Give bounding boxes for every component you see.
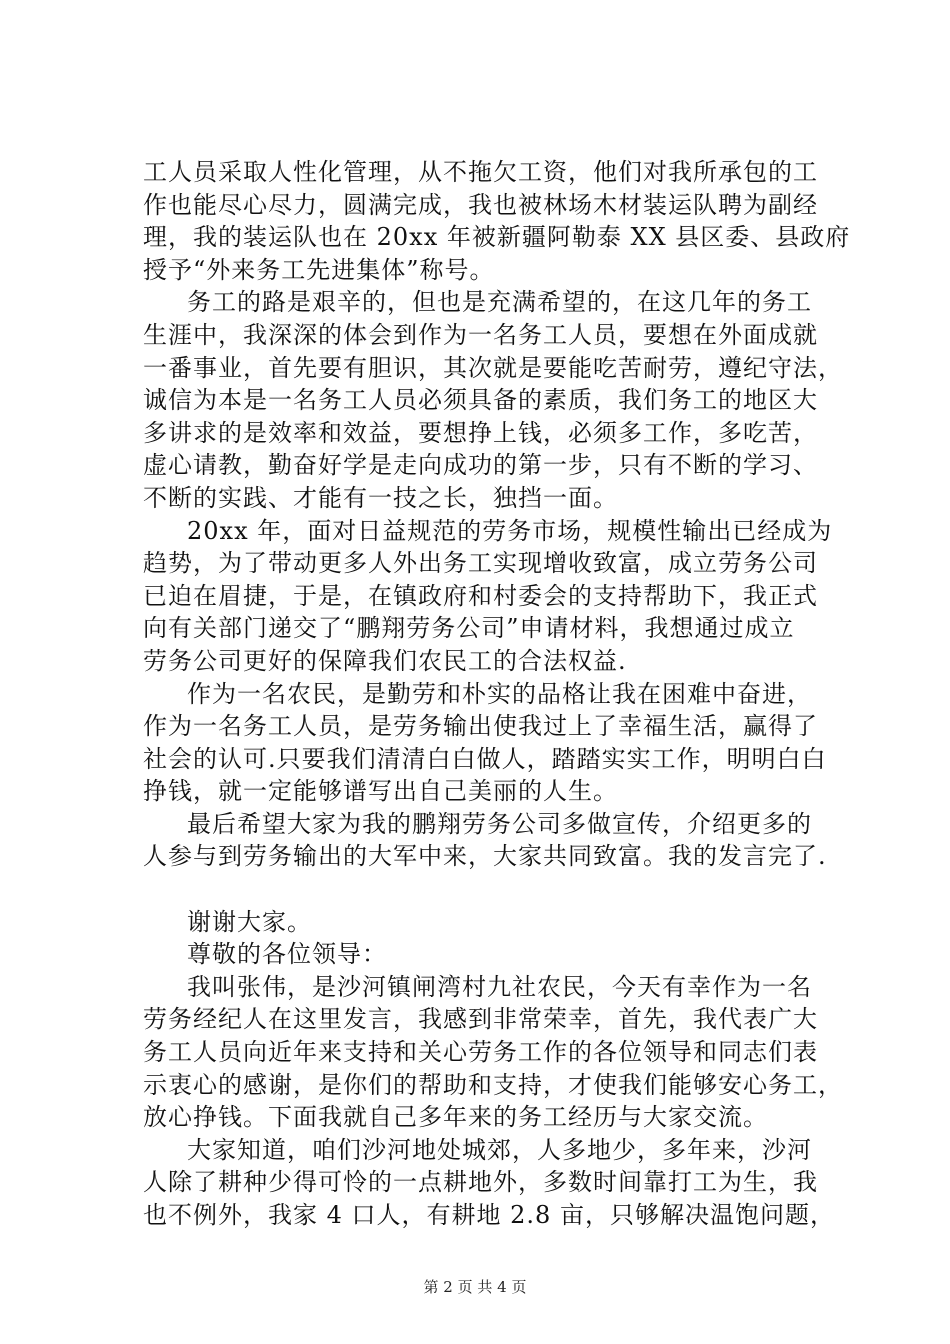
text-line: 工人员采取人性化管理，从不拖欠工资，他们对我所承包的工	[143, 158, 818, 186]
text-line: 人参与到劳务输出的大军中来，大家共同致富。我的发言完了.	[143, 842, 827, 871]
text-line: 社会的认可.只要我们清清白白做人，踏踏实实工作，明明白白	[143, 744, 827, 773]
text-line: 务工人员向近年来支持和关心劳务工作的各位领导和同志们表	[143, 1038, 818, 1067]
text-line: 诚信为本是一名务工人员必须具备的素质，我们务工的地区大	[143, 386, 818, 415]
text-line: 虚心请教，勤奋好学是走向成功的第一步，只有不断的学习、	[143, 451, 818, 480]
text-line: 生涯中，我深深的体会到作为一名务工人员，要想在外面成就	[143, 320, 818, 349]
text-line: 趋势，为了带动更多人外出务工实现增收致富，成立劳务公司	[143, 549, 818, 578]
text-line: 人除了耕种少得可怜的一点耕地外，多数时间靠打工为生，我	[143, 1168, 818, 1197]
text-line: 最后希望大家为我的鹏翔劳务公司多做宣传，介绍更多的	[187, 809, 812, 838]
text-line: 尊敬的各位领导：	[187, 940, 387, 969]
text-line: 作为一名农民，是勤劳和朴实的品格让我在困难中奋进，	[187, 679, 812, 708]
text-line: 已迫在眉捷，于是，在镇政府和村委会的支持帮助下，我正式	[143, 581, 818, 610]
text-line: 向有关部门递交了“鹏翔劳务公司”申请材料，我想通过成立	[143, 614, 795, 643]
text-line: 我叫张伟，是沙河镇闸湾村九社农民，今天有幸作为一名	[187, 972, 812, 1001]
text-line: 挣钱，就一定能够谱写出自己美丽的人生。	[143, 777, 618, 806]
text-line: 授予“外来务工先进集体”称号。	[143, 255, 495, 284]
text-line: 作为一名务工人员，是劳务输出使我过上了幸福生活，赢得了	[143, 712, 818, 741]
text-line: 20xx 年，面对日益规范的劳务市场，规模性输出已经成为	[187, 516, 833, 545]
text-line: 不断的实践、才能有一技之长，独挡一面。	[143, 483, 618, 512]
text-line: 劳务经纪人在这里发言，我感到非常荣幸，首先，我代表广大	[143, 1005, 818, 1034]
document-body	[143, 156, 851, 1232]
text-line: 务工的路是艰辛的，但也是充满希望的，在这几年的务工	[187, 288, 812, 317]
text-line: 作也能尽心尽力，圆满完成，我也被林场木材装运队聘为副经	[143, 190, 818, 219]
text-line: 一番事业，首先要有胆识，其次就是要能吃苦耐劳，遵纪守法，	[143, 353, 843, 382]
text-line: 劳务公司更好的保障我们农民工的合法权益.	[143, 646, 627, 675]
text-line: 大家知道，咱们沙河地处城郊，人多地少，多年来，沙河	[187, 1135, 812, 1164]
text-line: 放心挣钱。下面我就自己多年来的务工经历与大家交流。	[143, 1103, 768, 1132]
page-footer: 第 2 页 共 4 页	[423, 1278, 527, 1296]
text-line: 示衷心的感谢，是你们的帮助和支持，才使我们能够安心务工，	[143, 1070, 843, 1099]
text-line	[143, 873, 843, 906]
text-line: 多讲求的是效率和效益，要想挣上钱，必须多工作，多吃苦，	[143, 418, 818, 447]
text-line: 也不例外，我家 4 口人，有耕地 2.8 亩，只够解决温饱问题，	[143, 1201, 835, 1229]
text-line: 理，我的装运队也在 20xx 年被新疆阿勒泰 XX 县区委、县政府	[143, 223, 851, 252]
text-line: 谢谢大家。	[187, 907, 312, 936]
